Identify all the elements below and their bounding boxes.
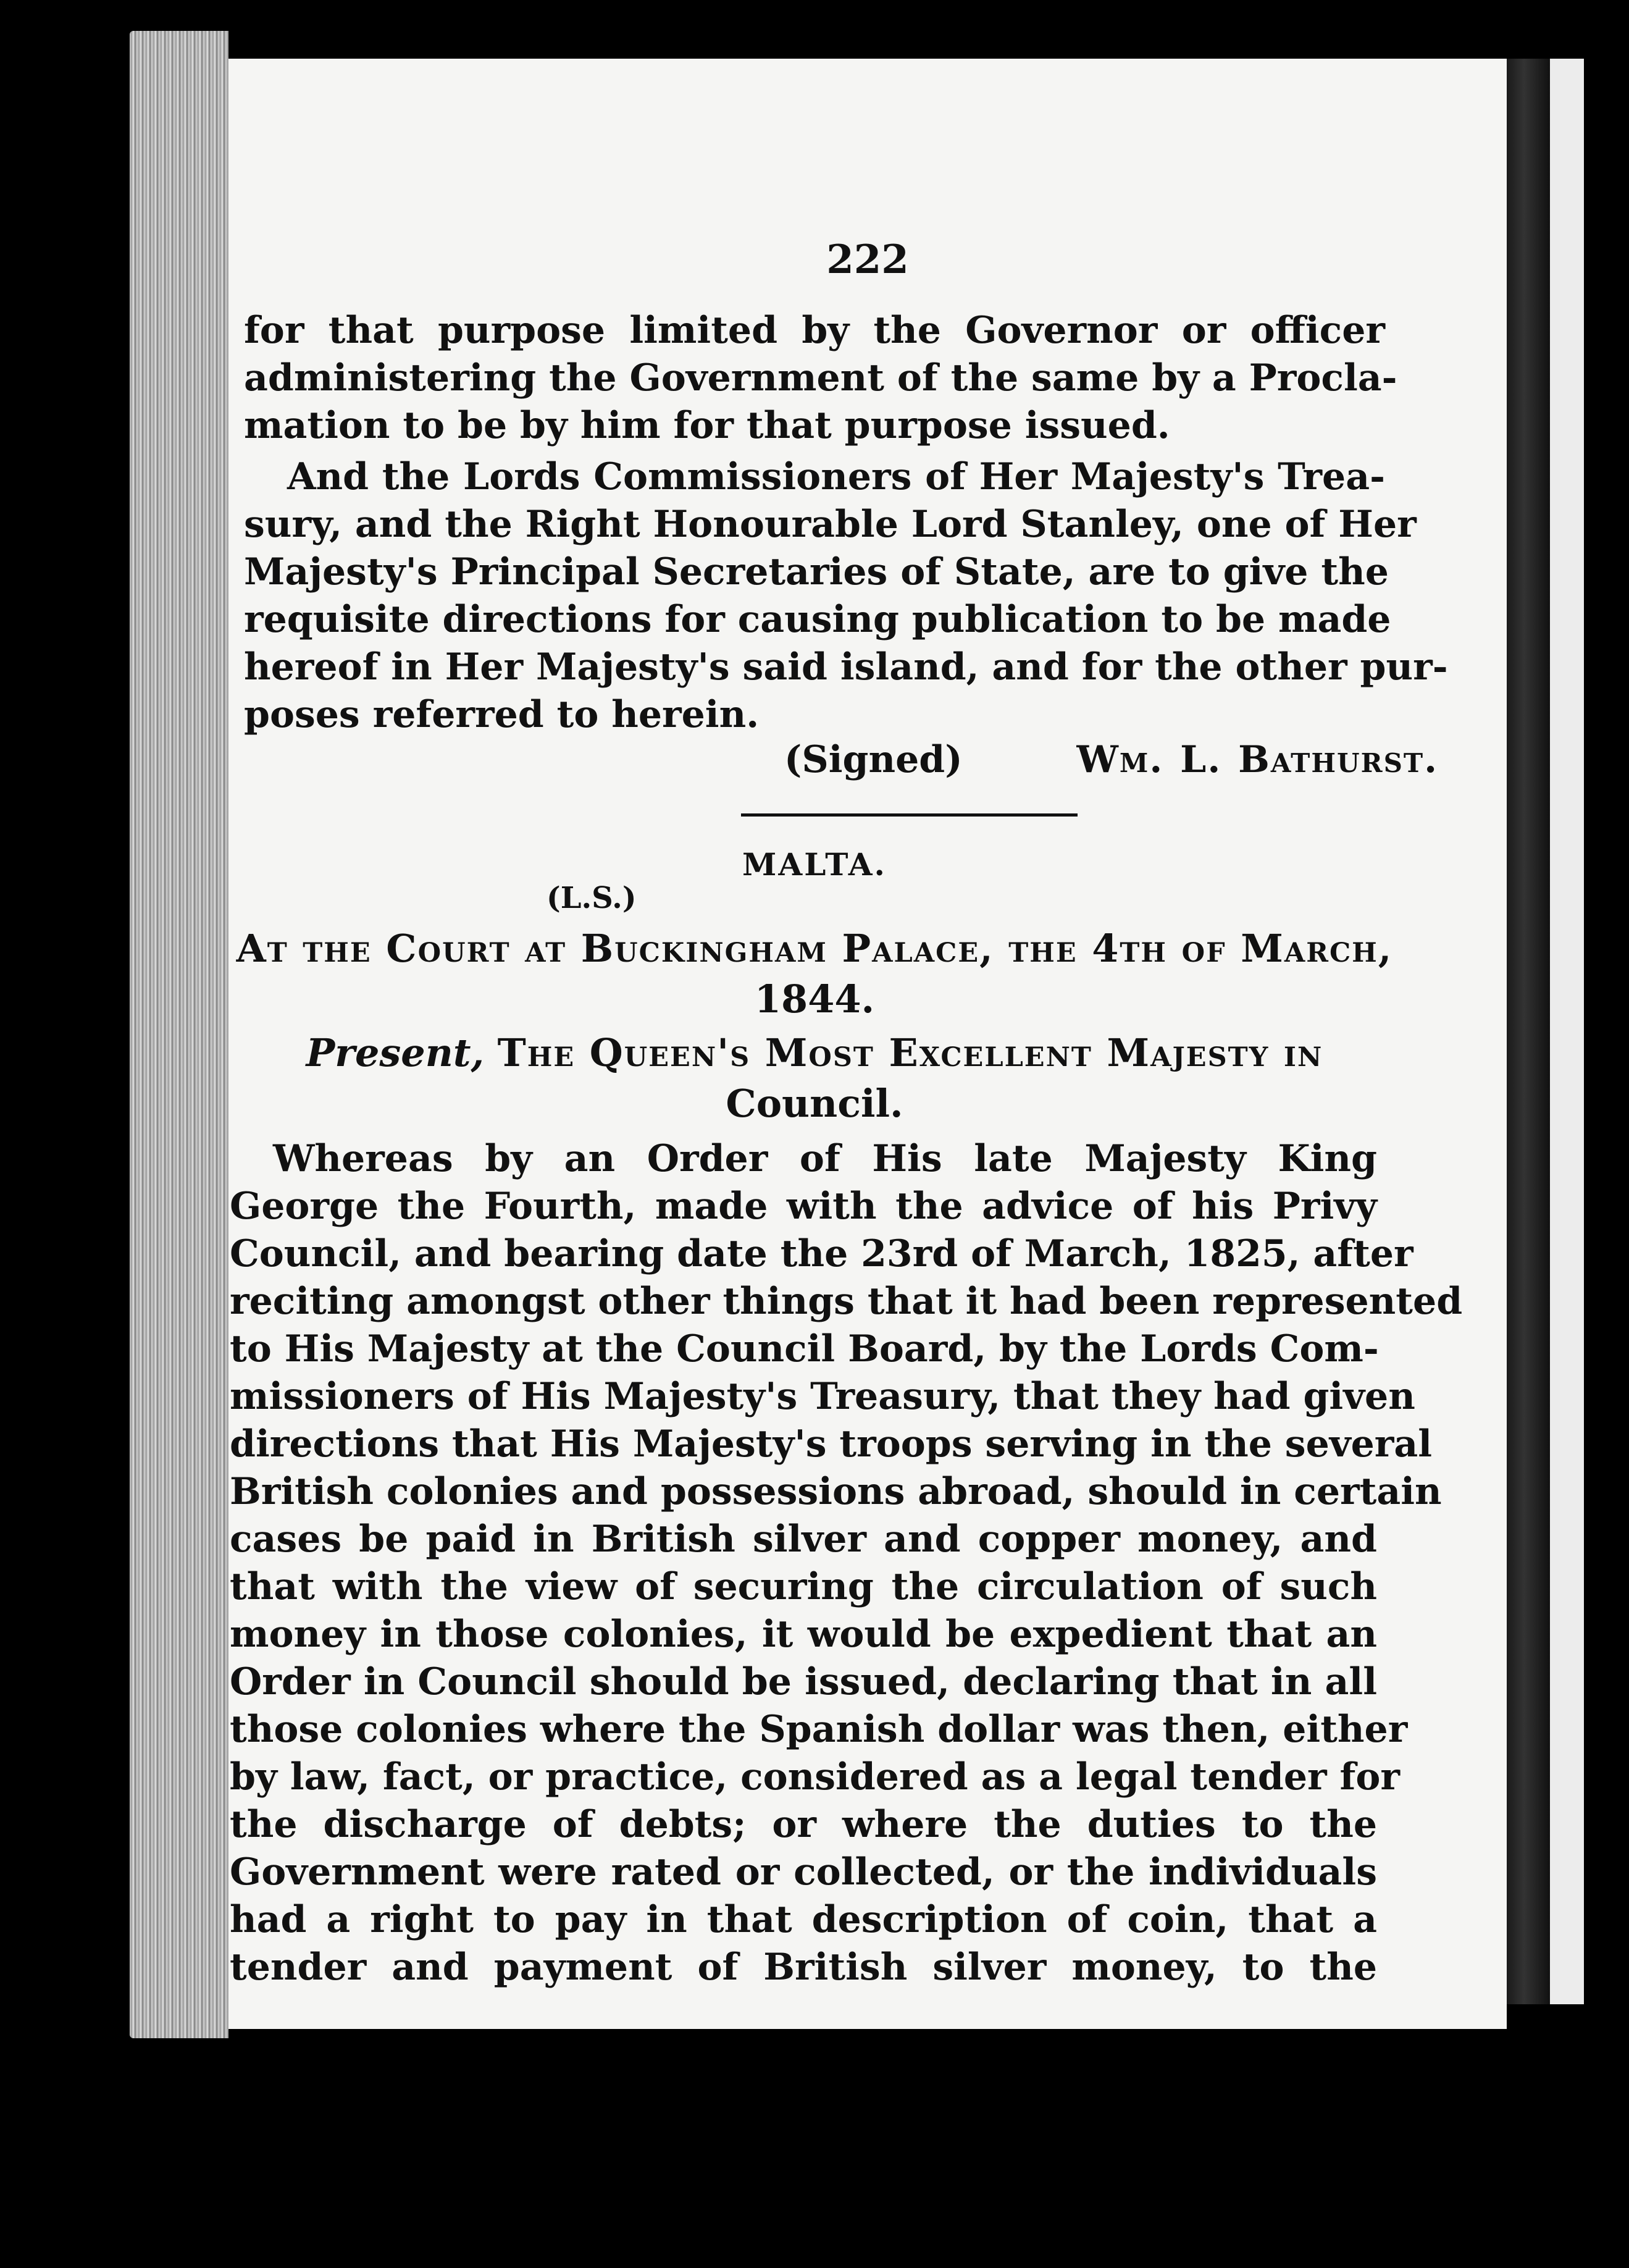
- paragraph-lords-commissioners: [244, 453, 1448, 739]
- court-heading: [0, 923, 1629, 1025]
- text-line: missioners of His Majesty's Treasury, that they had given: [230, 1375, 1415, 1418]
- section-divider: [741, 813, 1078, 817]
- text-line: And the Lords Commissioners of Her Majesty's Trea-: [287, 455, 1385, 498]
- present-council: Council.: [726, 1081, 903, 1126]
- text-line: directions that His Majesty's troops serving in the several: [230, 1422, 1433, 1466]
- text-line: hereof in Her Majesty's said island, and for the other pur-: [244, 645, 1448, 689]
- signed-label: (Signed): [784, 738, 963, 781]
- text-line: reciting amongst other things that it had been represented: [230, 1280, 1463, 1323]
- text-line: tender and payment of British silver money, to the: [230, 1946, 1377, 1989]
- paragraph-continuation: [244, 307, 1397, 450]
- signatory-name: Wm. L. Bathurst.: [1076, 738, 1439, 781]
- court-year: 1844.: [754, 976, 875, 1022]
- text-line: poses referred to herein.: [244, 693, 760, 736]
- text-line: Whereas by an Order of His late Majesty King: [273, 1137, 1377, 1180]
- text-line: mation to be by him for that purpose issued.: [244, 404, 1170, 447]
- signature-line: [784, 738, 1438, 781]
- text-line: those colonies where the Spanish dollar was then, either: [230, 1708, 1408, 1751]
- paragraph-whereas: [230, 1135, 1463, 1991]
- text-line: Majesty's Principal Secretaries of State, are to give the: [244, 550, 1389, 594]
- text-line: the discharge of debts; or where the duties to the: [230, 1803, 1377, 1846]
- present-text: The Queen's Most Excellent Majesty in: [497, 1030, 1323, 1075]
- text-line: George the Fourth, made with the advice of his Privy: [230, 1185, 1377, 1228]
- page-number: 222: [826, 237, 909, 283]
- text-line: Order in Council should be issued, declaring that in all: [230, 1660, 1377, 1703]
- present-label: Present,: [306, 1030, 485, 1075]
- text-line: for that purpose limited by the Governor or officer: [244, 309, 1385, 352]
- text-line: administering the Government of the same by a Procla-: [244, 356, 1397, 400]
- text-line: Council, and bearing date the 23rd of March, 1825, after: [230, 1232, 1413, 1275]
- text-line: requisite directions for causing publication to be made: [244, 598, 1391, 641]
- text-line: cases be paid in British silver and copper money, and: [230, 1518, 1377, 1561]
- text-line: had a right to pay in that description of coin, that a: [230, 1898, 1377, 1941]
- text-line: by law, fact, or practice, considered as a legal tender for: [230, 1755, 1400, 1799]
- seal-mark: (L.S.): [546, 881, 637, 915]
- text-line: that with the view of securing the circulation of such: [230, 1565, 1377, 1608]
- court-line: At the Court at Buckingham Palace, the 4th of March,: [236, 926, 1393, 971]
- present-heading: [0, 1028, 1629, 1129]
- present-line: [0, 1028, 1629, 1078]
- text-line: Government were rated or collected, or the individuals: [230, 1850, 1377, 1894]
- section-heading: MALTA.: [742, 846, 887, 883]
- text-line: money in those colonies, it would be expedient that an: [230, 1613, 1377, 1656]
- text-line: British colonies and possessions abroad, should in certain: [230, 1470, 1442, 1513]
- text-line: sury, and the Right Honourable Lord Stanley, one of Her: [244, 503, 1417, 546]
- text-line: to His Majesty at the Council Board, by the Lords Com-: [230, 1327, 1379, 1371]
